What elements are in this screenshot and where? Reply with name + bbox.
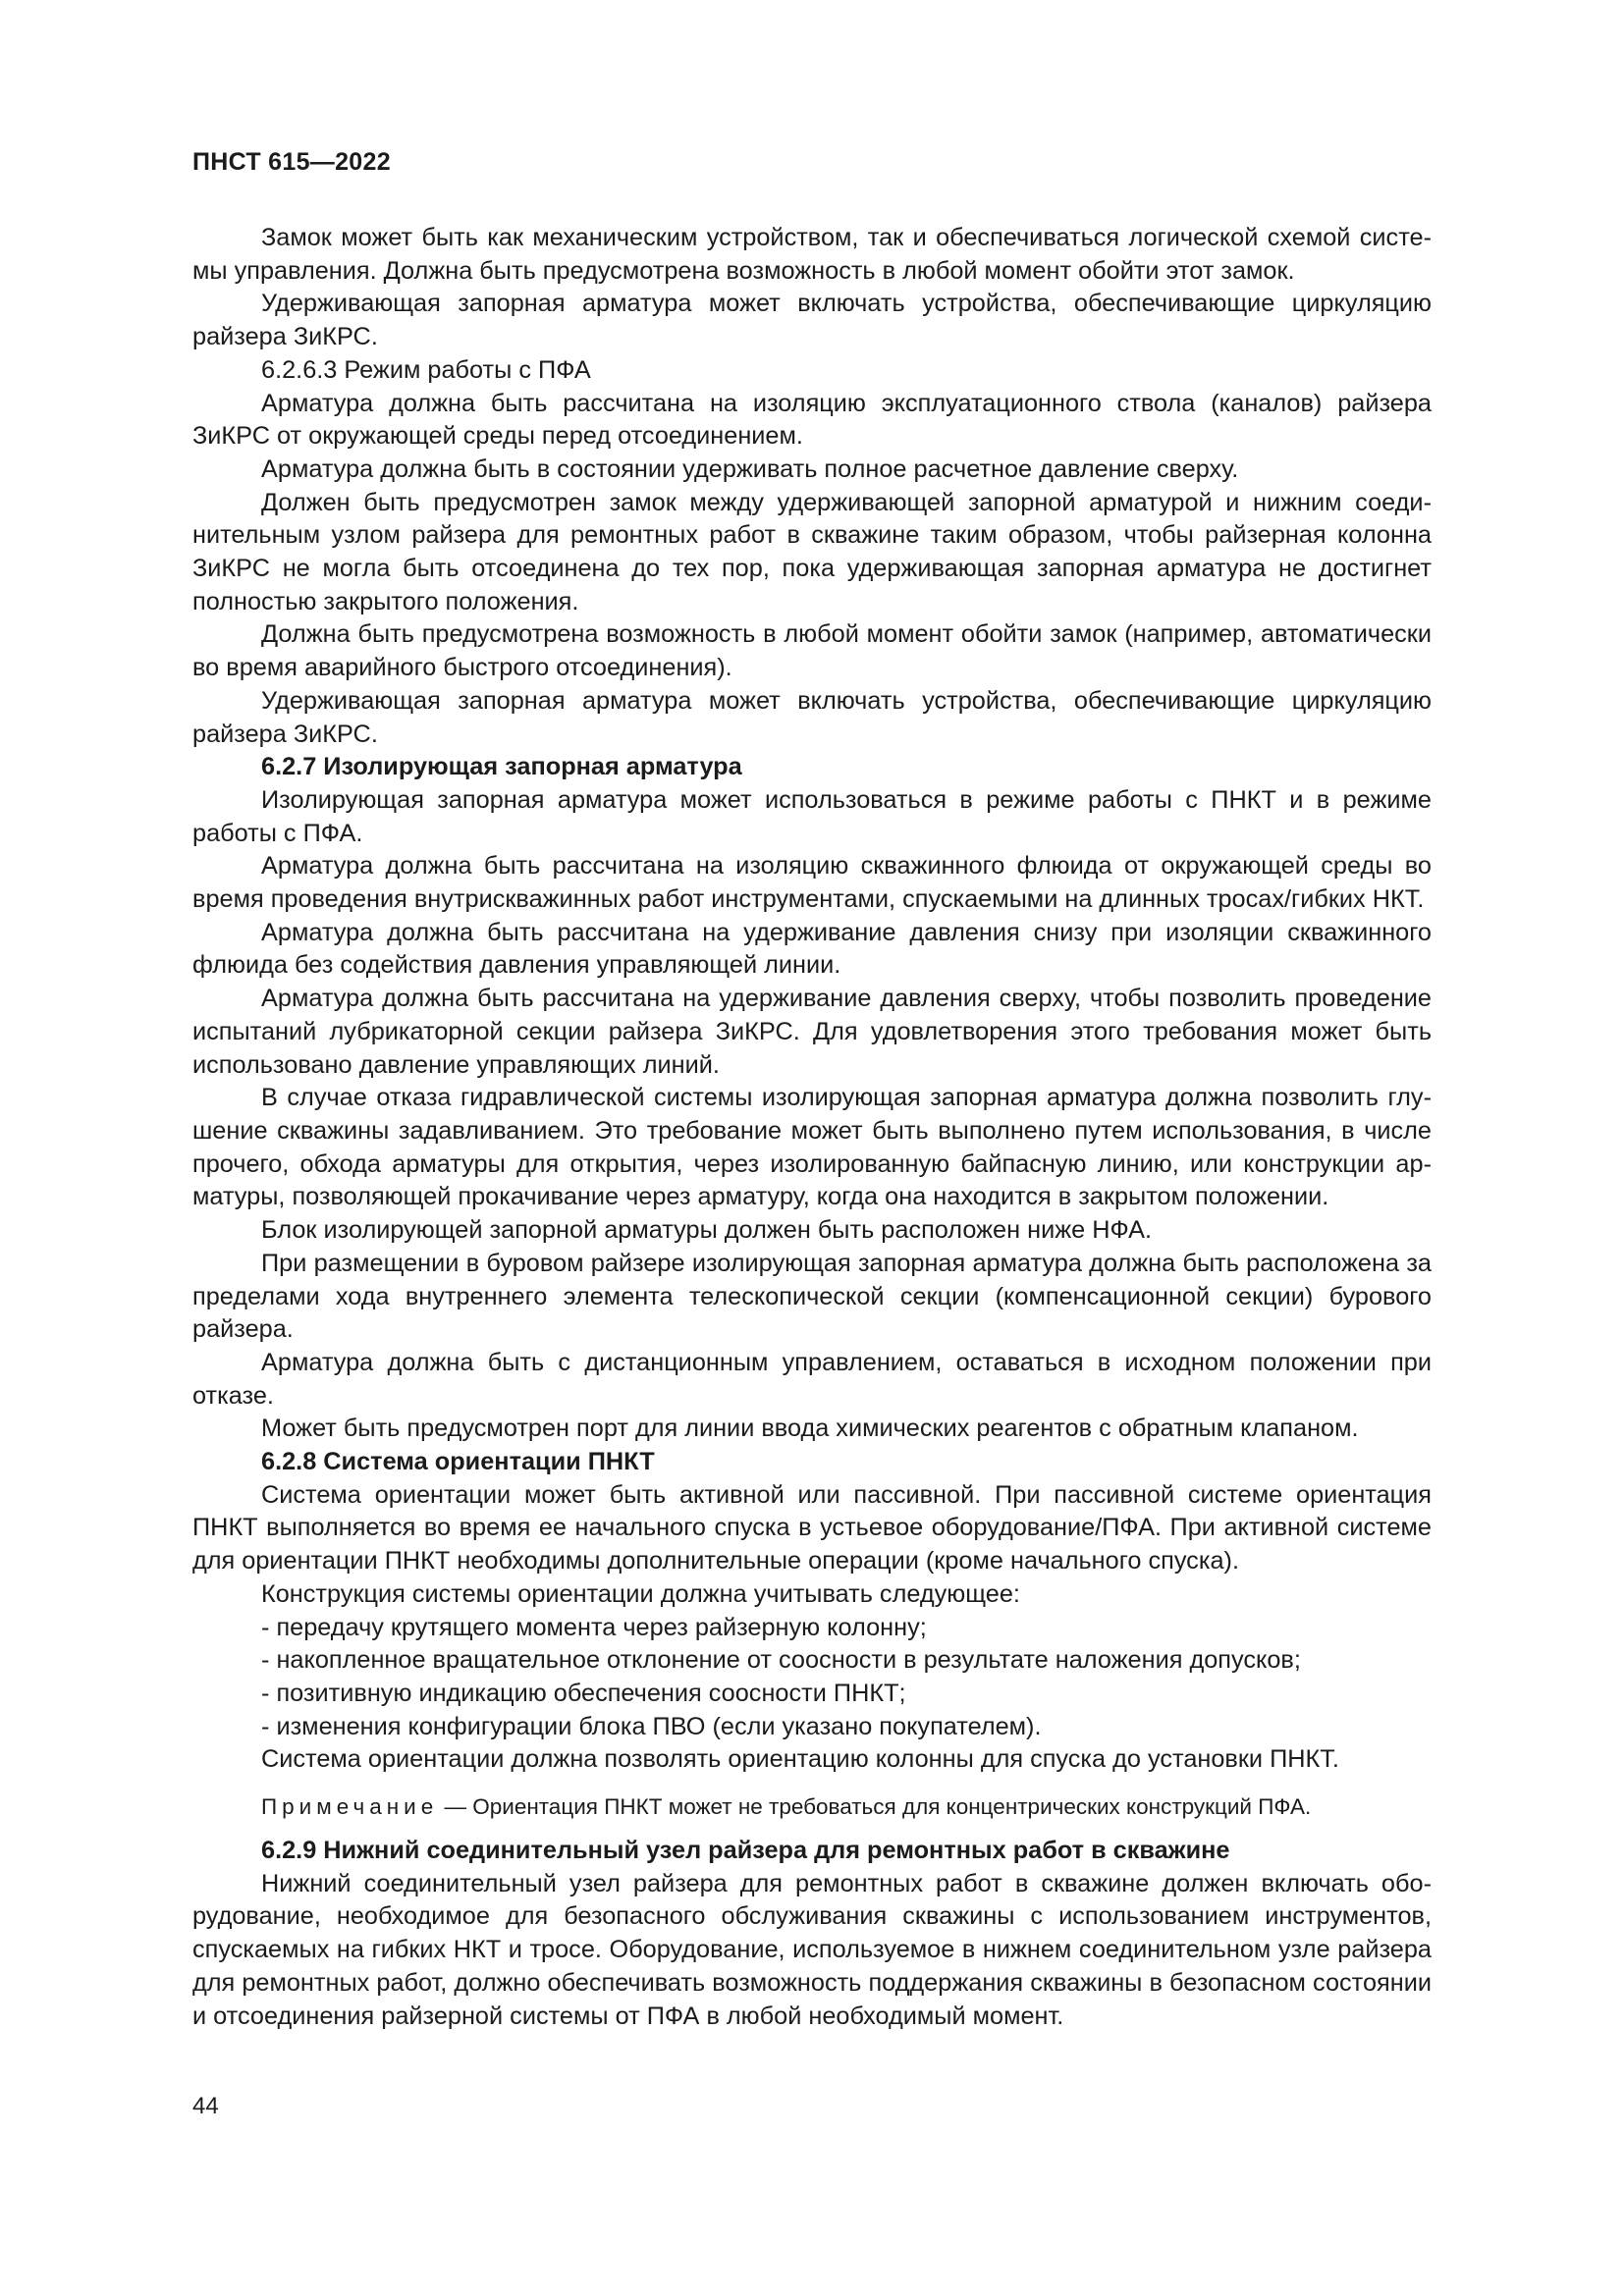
paragraph: Удерживающая запорная арматура может включать устройства, обеспечивающие циркуляцию райзера ЗиКРС. [192,290,1432,351]
paragraph: Изолирующая запорная арматура может использоваться в режиме работы с ПНКТ и в режиме работы с ПФА. [192,785,1432,847]
list-item: - позитивную индикацию обеспечения соосности ПНКТ; [261,1679,906,1707]
paragraph: Может быть предусмотрен порт для линии ввода химических реагентов с обратным клапаном. [261,1415,1359,1443]
list-item: - передачу крутящего момента через райзерную колонну; [261,1613,927,1641]
paragraph: При размещении в буровом райзере изолирующая запорная арматура должна быть расположена за пределами хода внутреннего элемента телескопической секции (компенсационной секции) бурового райзера. [192,1249,1432,1344]
note-label: Примечание [261,1794,439,1820]
page-number: 44 [192,2093,219,2119]
section-heading-6-2-7: 6.2.7 Изолирующая запорная арматура [261,753,742,781]
paragraph: Система ориентации должна позволять ориентацию колонны для спуска до установки ПНКТ. [261,1745,1339,1774]
note-text: — Ориентация ПНКТ может не требоваться для концентрических конструкций ПФА. [438,1794,1312,1820]
document-body [192,222,1432,2033]
paragraph: Должен быть предусмотрен замок между удерживающей запорной арматурой и нижним соединительным узлом райзера для ремонтных работ в скважине таким образом, чтобы райзерная колонна ЗиКРС не могла быть отсоединена до тех пор, пока удерживающая запорная арматура не достигнет полностью закрытого положения. [192,488,1432,615]
paragraph: Арматура должна быть рассчитана на удерживание давления сверху, чтобы позволить проведение испытаний лубрикаторной секции райзера ЗиКРС. Для удовлетворения этого требования может быть использовано давление управляющих линий. [192,985,1432,1079]
list-item: - накопленное вращательное отклонение от соосности в результате наложения допусков; [261,1646,1301,1675]
paragraph: Удерживающая запорная арматура может включать устройства, обеспечивающие циркуляцию райзера ЗиКРС. [192,686,1432,748]
section-heading-6-2-8: 6.2.8 Система ориентации ПНКТ [261,1448,655,1476]
subsection-heading: 6.2.6.3 Режим работы с ПФА [261,355,591,384]
paragraph: Арматура должна быть рассчитана на изоляцию эксплуатационного ствола (каналов) райзера ЗиКРС от окружающей среды перед отсоединением. [192,389,1432,451]
paragraph: Арматура должна быть с дистанционным управлением, оставаться в исходном положении при отказе. [192,1348,1432,1410]
note [192,1790,1432,1823]
paragraph: Система ориентации может быть активной или пассивной. При пассивной системе ориентация ПНКТ выполняется во время ее начального спуска в устьевое оборудование/ПФА. При активной системе для ориентации ПНКТ необходимы дополнительные операции (кроме начального спуска). [192,1480,1432,1575]
section-heading-6-2-9: 6.2.9 Нижний соединительный узел райзера для ремонтных работ в скважине [261,1837,1230,1865]
list-item: - изменения конфигурации блока ПВО (если указано покупателем). [261,1712,1042,1740]
paragraph: Арматура должна быть рассчитана на удерживание давления снизу при изоляции скважинного флюида без содействия давления управляющей линии. [192,918,1432,980]
paragraph: Конструкция системы ориентации должна учитывать следующее: [261,1579,1020,1608]
paragraph: Арматура должна быть рассчитана на изоляцию скважинного флюида от окружающей среды во время проведения внутрискважинных работ инструментами, спускаемыми на длинных тросах/гибких НКТ. [192,852,1432,914]
paragraph: Арматура должна быть в состоянии удерживать полное расчетное давление сверху. [261,454,1239,483]
document-header: ПНСТ 615—2022 [192,148,391,176]
paragraph: Замок может быть как механическим устройством, так и обеспечиваться логической схемой системы управления. Должна быть предусмотрена возможность в любой момент обойти этот замок. [192,224,1432,285]
paragraph: Должна быть предусмотрена возможность в любой момент обойти замок (например, автоматически во время аварийного быстрого отсоединения). [192,620,1432,682]
paragraph: В случае отказа гидравлической системы изолирующая запорная арматура должна позволить глушение скважины задавливанием. Это требование может быть выполнено путем использования, в числе прочего, обхода арматуры для открытия, через изолированную байпасную линию, или конструкции арматуры, позволяющей прокачивание через арматуру, когда она находится в закрытом положении. [192,1084,1432,1211]
paragraph: Блок изолирующей запорной арматуры должен быть расположен ниже НФА. [261,1216,1153,1245]
paragraph: Нижний соединительный узел райзера для ремонтных работ в скважине должен включать оборудование, необходимое для безопасного обслуживания скважины с использованием инструментов, спускаемых на гибких НКТ и тросе. Оборудование, используемое в нижнем соединительном узле райзера для ремонтных работ, должно обеспечивать возможность поддержания скважины в безопасном состоянии и отсоединения райзерной системы от ПФА в любой необходимый момент. [192,1869,1432,2030]
